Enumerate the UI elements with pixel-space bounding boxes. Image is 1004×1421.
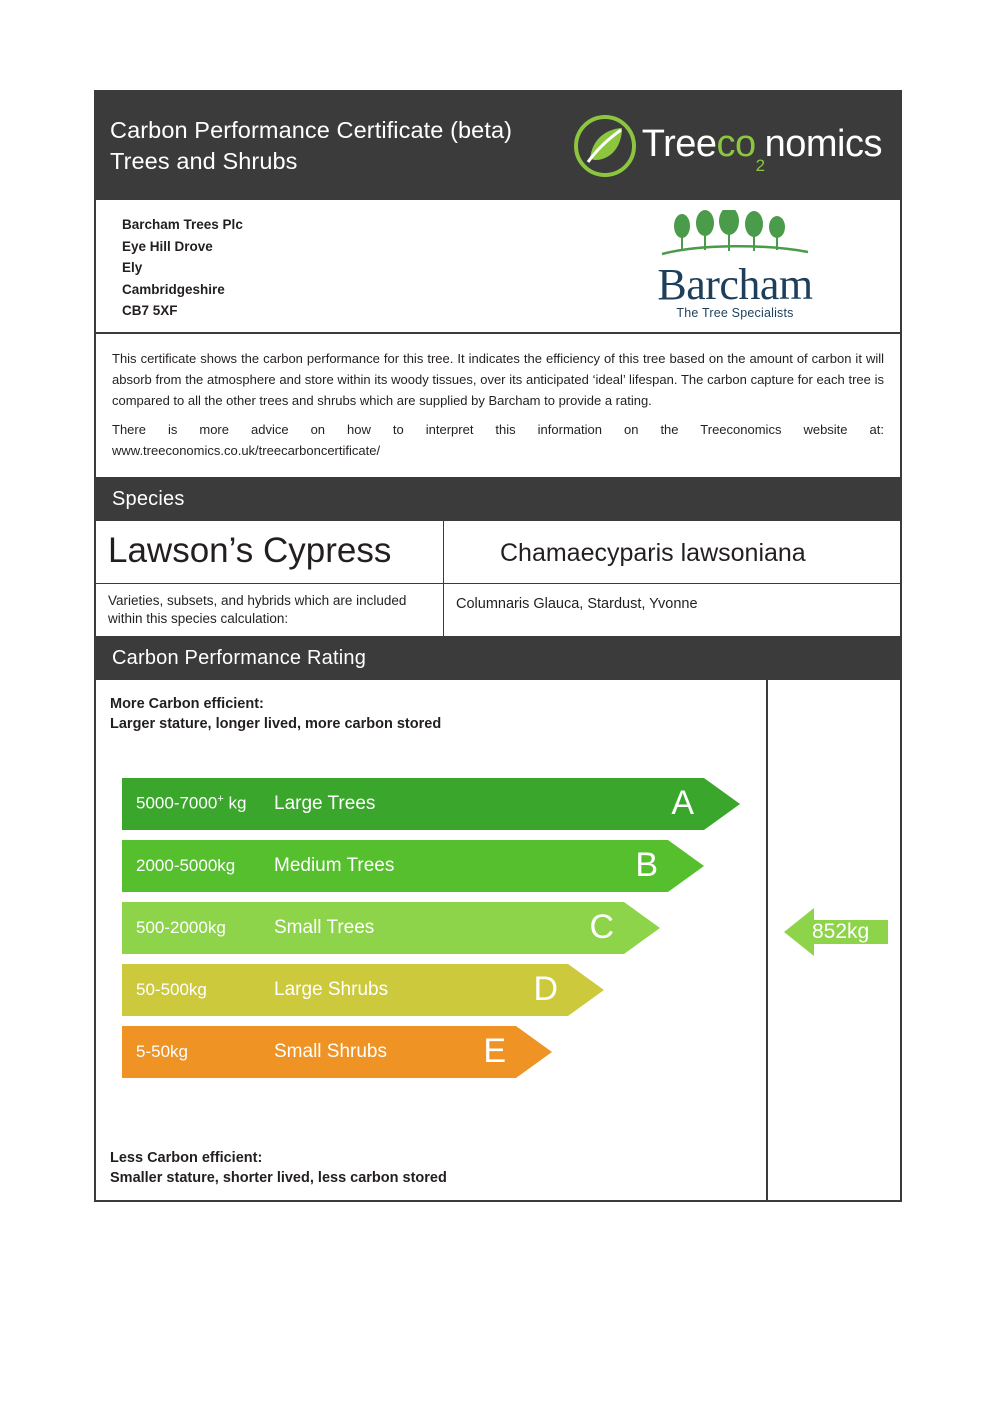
band-d-content (122, 964, 606, 1016)
address-line: Eye Hill Drove (122, 238, 213, 254)
band-d-range: 50-500kg (136, 979, 207, 999)
barcham-wordmark: Barcham (657, 260, 813, 309)
supplier-address (96, 200, 600, 332)
rating-chart (96, 680, 768, 1200)
species-section-header: Species (96, 479, 900, 521)
species-varieties-note: Varieties, subsets, and hybrids which are included within this species calculation: (96, 584, 444, 636)
treeconomics-logo (574, 115, 882, 177)
description-paragraph-2: There is more advice on how to interpret this information on the Treeconomics website at: www.treeconomics.co.uk/treecarboncertificate/ (112, 421, 884, 458)
band-a-content (122, 778, 742, 830)
leaf-icon (574, 115, 636, 177)
rating-band-a (122, 778, 766, 830)
band-c-content (122, 902, 662, 954)
band-b-content (122, 840, 706, 892)
rating-section-header: Carbon Performance Rating (96, 638, 900, 680)
band-a-letter: A (671, 784, 694, 822)
band-a-label: Large Trees (274, 792, 376, 814)
band-e-label: Small Shrubs (274, 1040, 387, 1062)
rating-caption-bottom-line2: Smaller stature, shorter lived, less carbon stored (110, 1169, 447, 1186)
band-b-label: Medium Trees (274, 854, 395, 876)
address-row (96, 200, 900, 334)
rating-caption-top-line2: Larger stature, longer lived, more carbon stored (110, 715, 442, 732)
page-title (110, 115, 512, 177)
address-line: Barcham Trees Plc (122, 217, 243, 232)
address-line: CB7 5XF (122, 303, 178, 318)
score-panel (768, 680, 900, 1200)
certificate-header (96, 92, 900, 200)
treeconomics-wordmark (641, 122, 882, 176)
band-b-range: 2000-5000kg (136, 855, 236, 875)
species-grid (96, 521, 900, 638)
page-title-line2: Trees and Shrubs (110, 148, 298, 174)
species-names-row (96, 521, 900, 584)
treeconomics-word-part1: Tree (641, 122, 717, 165)
barcham-tagline: The Tree Specialists (676, 306, 794, 320)
rating-body (96, 680, 900, 1200)
address-line: Ely (122, 260, 143, 275)
rating-caption-top (96, 694, 766, 734)
rating-band-d (122, 964, 766, 1016)
band-c-label: Small Trees (274, 916, 375, 938)
rating-caption-top-line1: More Carbon efficient: (110, 695, 264, 712)
band-e-letter: E (483, 1032, 506, 1070)
band-a-range: 5000-7000+ kg (136, 793, 247, 813)
band-d-label: Large Shrubs (274, 978, 389, 1000)
species-latin-name: Chamaecyparis lawsoniana (500, 538, 806, 567)
band-c-letter: C (589, 908, 614, 946)
rating-caption-bottom-line1: Less Carbon efficient: (110, 1149, 263, 1166)
address-line: Cambridgeshire (122, 281, 225, 297)
description-paragraph-1: This certificate shows the carbon performance for this tree. It indicates the efficiency of this tree based on the amount of carbon it will absorb from the atmosphere and store within its woody tissues, over its anticipated ‘ideal’ lifespan. The carbon capture for each tree is compared to all the other trees and shrubs which are supplied by Barcham to provide a rating. (112, 350, 884, 408)
species-varieties-list: Columnaris Glauca, Stardust, Yvonne (456, 595, 698, 612)
rating-band-e (122, 1026, 766, 1078)
treeconomics-word-part3: nomics (764, 122, 882, 165)
rating-band-c (122, 902, 766, 954)
rating-band-b (122, 840, 766, 892)
trees-icon (660, 210, 810, 262)
band-b-letter: B (635, 846, 658, 884)
carbon-performance-certificate (94, 90, 902, 1202)
treeconomics-word-sub: 2 (755, 156, 765, 176)
band-e-content (122, 1026, 554, 1078)
page-title-line1: Carbon Performance Certificate (beta) (110, 117, 513, 143)
rating-caption-bottom (96, 1148, 447, 1188)
species-common-name: Lawson’s Cypress (96, 521, 444, 583)
treeconomics-word-part2: co (716, 122, 756, 165)
band-e-range: 5-50kg (136, 1041, 188, 1061)
certificate-description (96, 334, 900, 479)
band-d-letter: D (533, 970, 558, 1008)
score-value: 852kg (812, 919, 870, 943)
species-varieties-row (96, 584, 900, 636)
rating-band-list (96, 778, 766, 1078)
band-c-range: 500-2000kg (136, 917, 226, 937)
barcham-logo (600, 200, 900, 332)
